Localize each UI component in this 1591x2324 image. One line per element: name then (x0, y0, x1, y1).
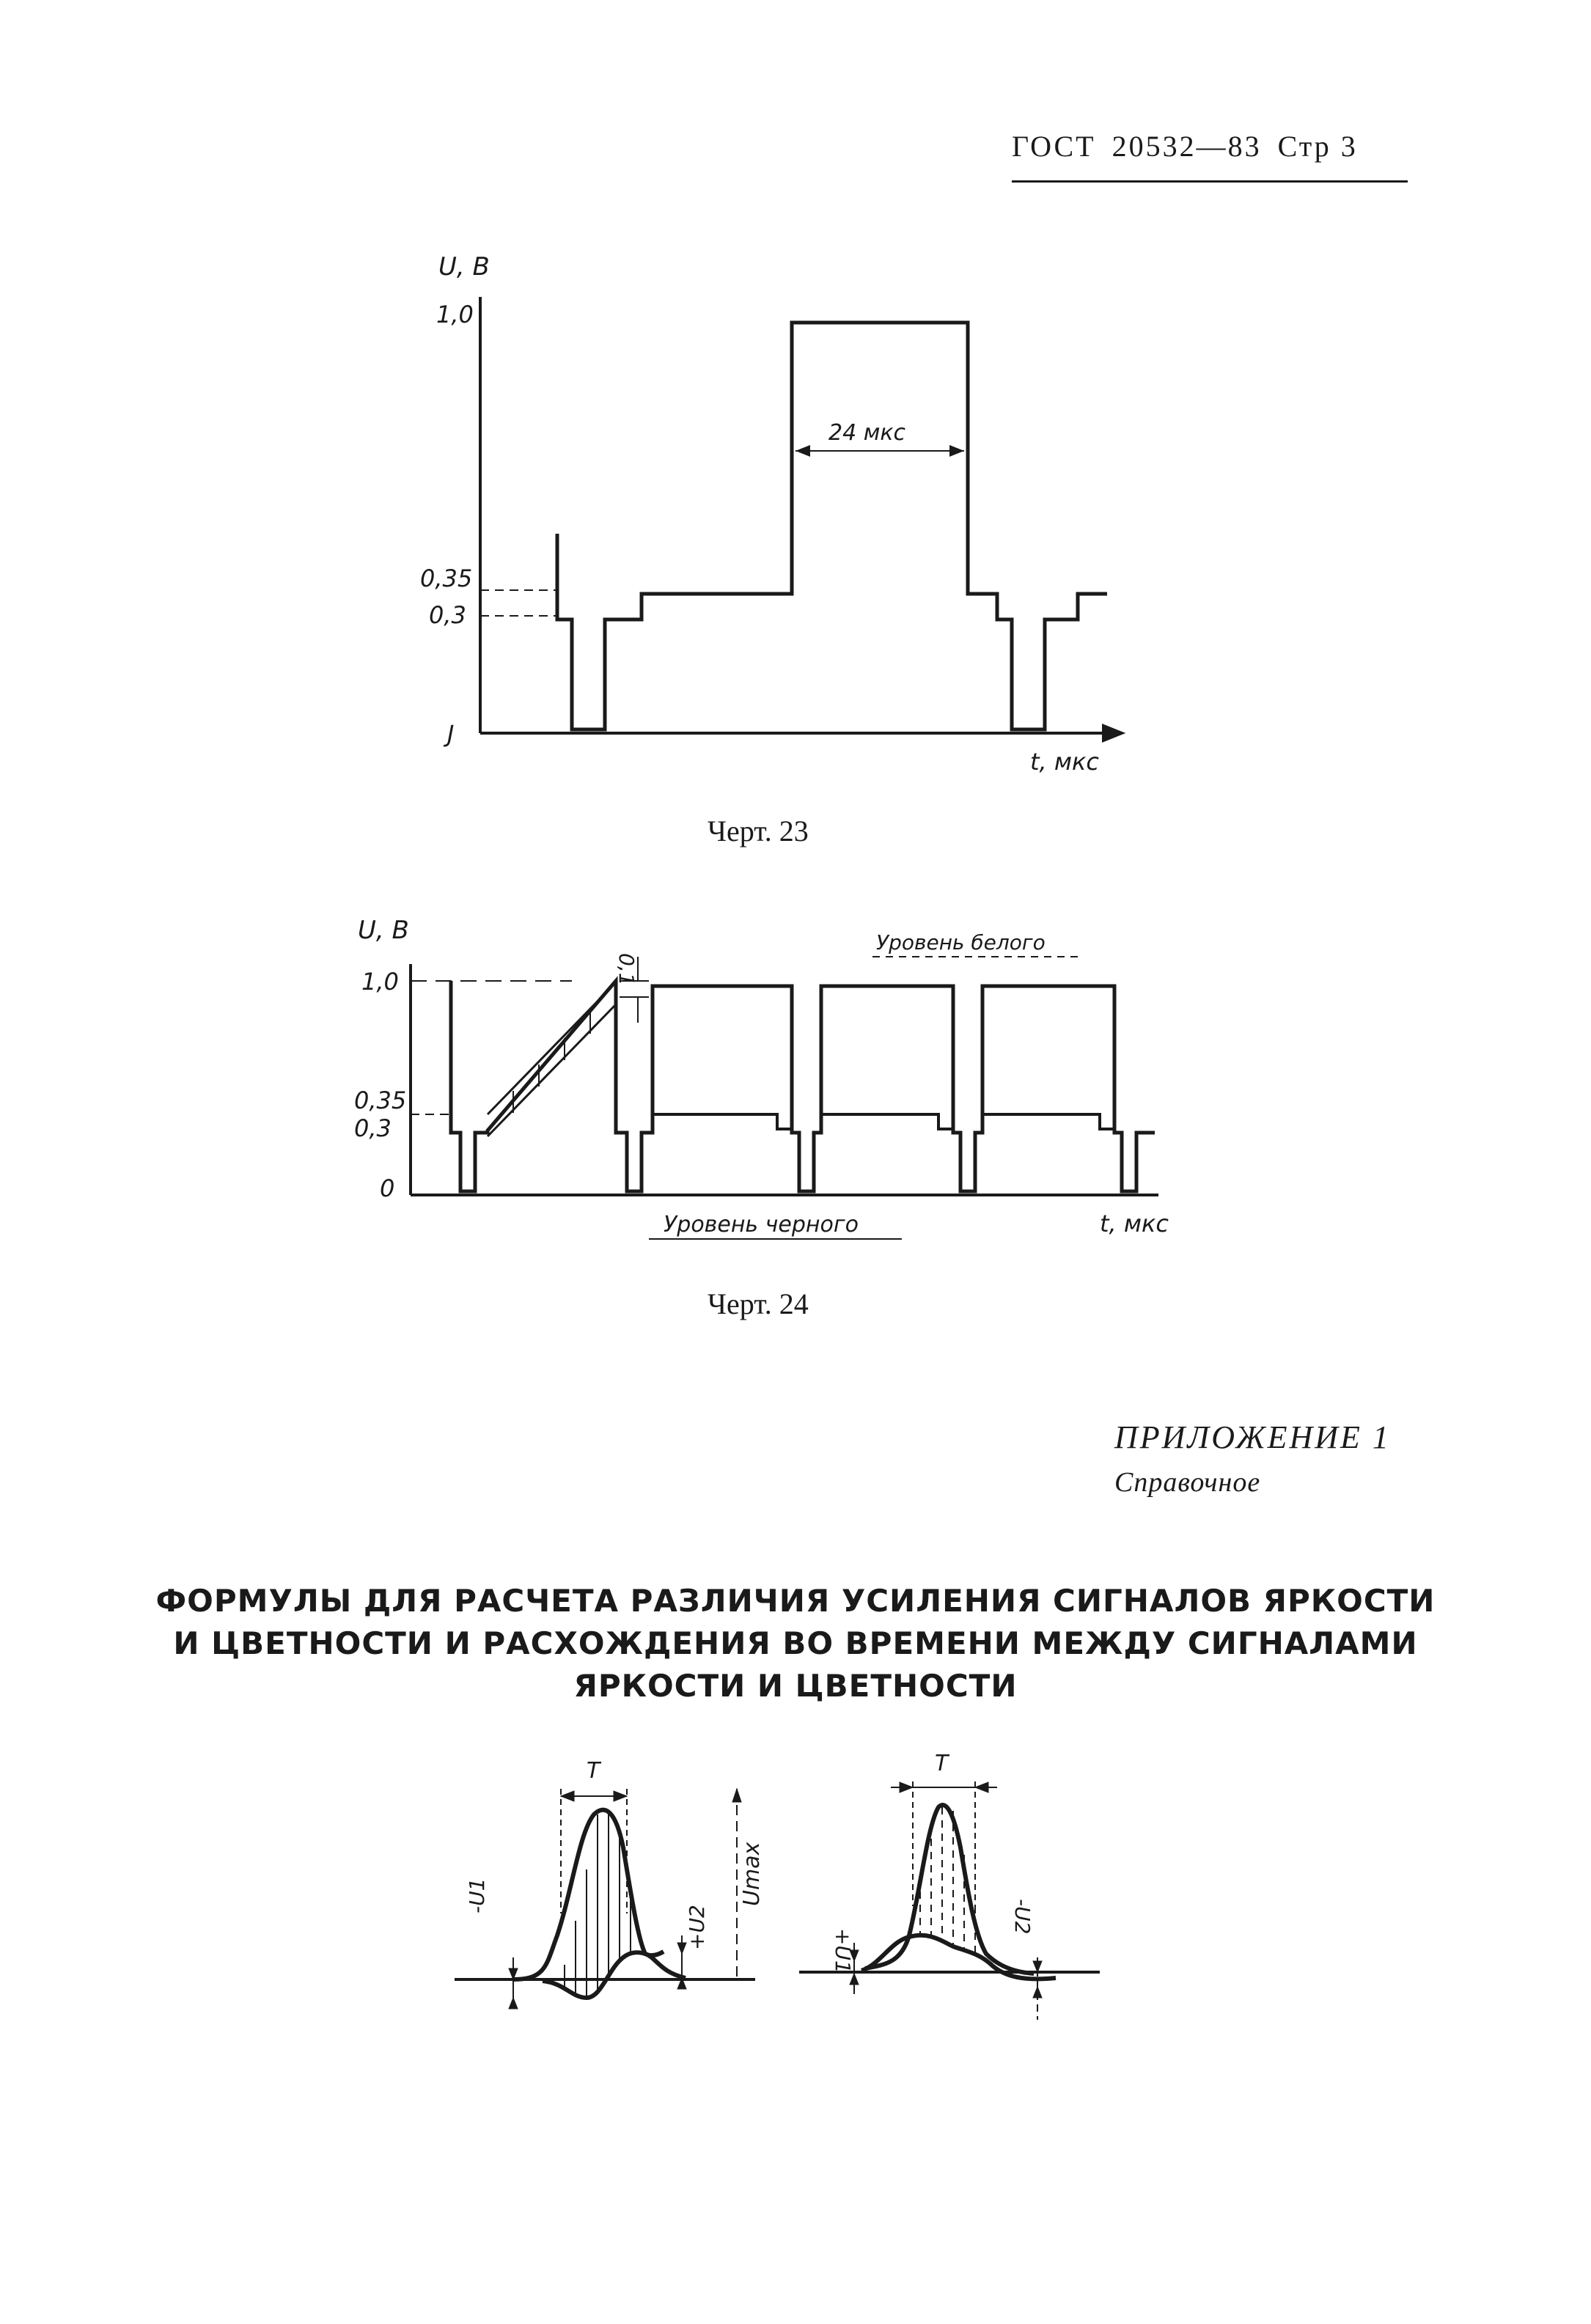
fig23-tick-0: J (447, 720, 455, 748)
appendix-title: ПРИЛОЖЕНИЕ 1 (1114, 1419, 1391, 1455)
pulse-diagrams (0, 1745, 1591, 2075)
fig23-x-label: t, мкс (1030, 748, 1099, 776)
section-title-line-3: ЯРКОСТИ И ЦВЕТНОСТИ (573, 1668, 1018, 1704)
fig23-dim-arrow-right (949, 445, 964, 457)
fig23-caption: Черт. 23 (708, 814, 809, 847)
fig23-signal (557, 323, 1107, 729)
right-u1-label: +U1 (831, 1928, 855, 1974)
fig23-y-label: U, B (438, 252, 490, 282)
fig24-lower-level-1 (653, 1114, 792, 1129)
section-title-line-2: И ЦВЕТНОСТИ И РАСХОЖДЕНИЯ ВО ВРЕМЕНИ МЕЖДУ СИГНАЛАМИ (173, 1625, 1418, 1661)
pulse-diagram-right (799, 1781, 1100, 2020)
fig24-y-label: U, B (358, 916, 409, 945)
fig24-lower-level-3 (982, 1114, 1114, 1129)
fig24-tick-0-3: 0,3 (354, 1114, 392, 1142)
fig23-x-arrow (1103, 726, 1122, 740)
header-standard-number: 20532—83 (1112, 130, 1262, 163)
left-u1-label: -U1 (465, 1878, 489, 1913)
fig24-x-label: t, мкс (1100, 1210, 1169, 1238)
fig24-white-level: Уровень белого (876, 930, 1046, 955)
fig24-black-level: Уровень черного (664, 1212, 859, 1238)
fig23-dim-arrow-left (795, 445, 810, 457)
fig24-tick-1-0: 1,0 (361, 968, 399, 996)
figure-24 (0, 894, 1591, 1334)
section-title (147, 1580, 1444, 1707)
fig23-tick-1-0: 1,0 (436, 301, 474, 328)
fig24-lower-level-2 (821, 1114, 953, 1129)
figure-23 (0, 0, 1591, 806)
right-u2-label: -U2 (1010, 1899, 1035, 1935)
appendix-subtitle: Справочное (1114, 1467, 1261, 1498)
header-gost: ГОСТ (1012, 130, 1096, 163)
fig23-tick-0-3: 0,3 (429, 601, 466, 629)
pulse-diagram-left (455, 1789, 755, 2009)
right-t-label: T (935, 1751, 949, 1776)
fig24-signal (451, 981, 1155, 1191)
section-title-line-1: ФОРМУЛЫ ДЛЯ РАСЧЕТА РАЗЛИЧИЯ УСИЛЕНИЯ СИГНАЛОВ ЯРКОСТИ (155, 1583, 1436, 1619)
fig23-pulse-label: 24 мкс (828, 420, 905, 446)
fig24-tick-0-35: 0,35 (354, 1086, 407, 1114)
header-page: Стр 3 (1277, 130, 1358, 163)
left-u2-label: +U2 (685, 1905, 709, 1950)
fig24-staircase-lower (488, 1004, 616, 1136)
left-umax-label: Umax (739, 1842, 765, 1906)
fig23-tick-0-35: 0,35 (420, 565, 473, 592)
fig24-tick-0: 0 (380, 1174, 395, 1202)
left-t-label: T (587, 1758, 600, 1784)
fig24-caption: Черт. 24 (708, 1287, 809, 1320)
fig24-staircase-upper (488, 982, 616, 1114)
fig24-step-label: 0,1 (614, 953, 639, 986)
